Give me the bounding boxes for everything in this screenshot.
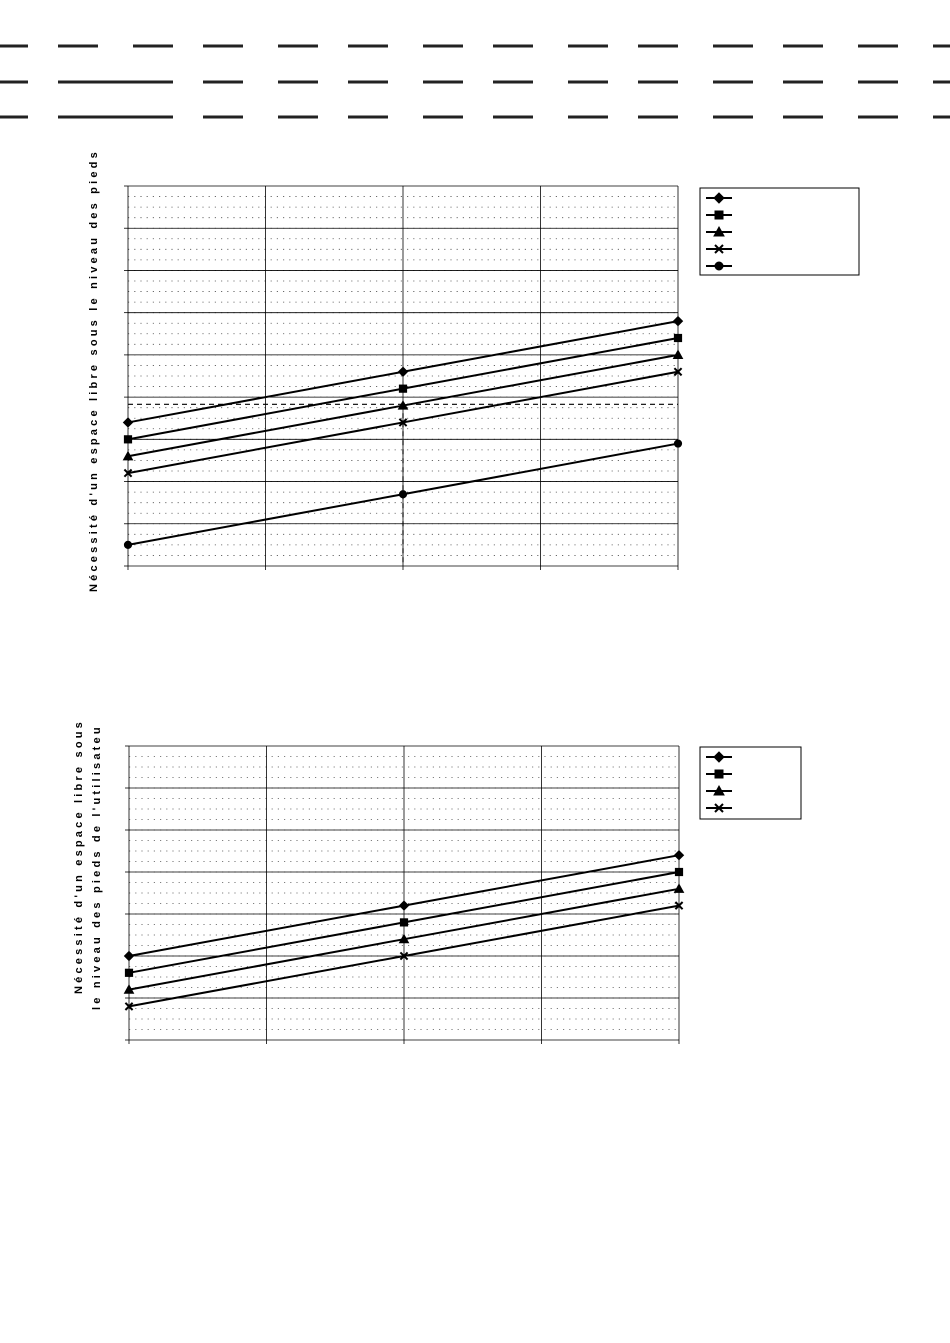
data-point-square <box>715 770 723 778</box>
data-point-circle <box>399 491 406 498</box>
chart-1-y-axis-label: Nécessité d'un espace libre sous le niveau des pieds <box>88 149 100 592</box>
data-point-square <box>675 868 682 875</box>
chart-2-y-axis-label-line-2: le niveau des pieds de l'utilisateu <box>91 724 103 1010</box>
chart-2-y-axis-label-line-1: Nécessité d'un espace libre sous <box>73 719 85 994</box>
data-point-square <box>400 919 407 926</box>
data-point-square <box>715 211 723 219</box>
data-point-square <box>125 969 132 976</box>
data-point-diamond <box>675 851 684 860</box>
chart-1 <box>88 149 859 592</box>
header-dashed-rules <box>0 46 950 117</box>
chart-2-grid <box>125 746 679 1044</box>
data-point-square <box>399 385 406 392</box>
data-point-circle <box>124 541 131 548</box>
data-point-circle <box>674 440 681 447</box>
chart-1-legend <box>700 188 859 275</box>
data-point-square <box>124 436 131 443</box>
data-point-circle <box>715 262 723 270</box>
chart-2 <box>73 719 801 1044</box>
data-point-triangle <box>675 884 684 892</box>
chart-2-legend <box>700 747 801 819</box>
data-point-square <box>674 334 681 341</box>
data-point-diamond <box>674 317 683 326</box>
data-point-diamond <box>124 418 133 427</box>
chart-1-grid <box>124 186 678 570</box>
data-point-diamond <box>399 367 408 376</box>
data-point-diamond <box>400 901 409 910</box>
data-point-triangle <box>674 350 683 358</box>
data-point-diamond <box>125 952 134 961</box>
